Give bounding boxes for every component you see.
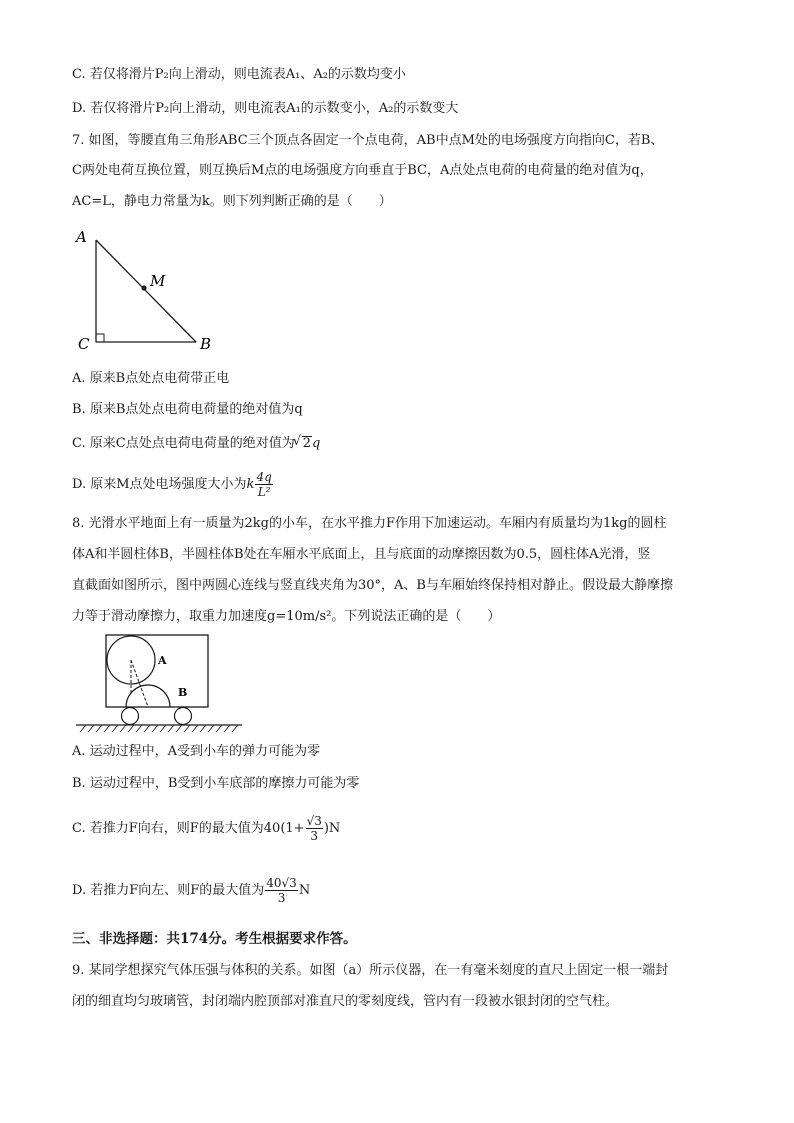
q8-stem-line4: 力等于滑动摩擦力，取重力加速度g=10m/s²。下列说法正确的是（ ） <box>72 609 501 624</box>
cart-body <box>106 635 208 707</box>
label-a: A <box>76 228 87 246</box>
q7-option-c-q: q <box>311 436 321 451</box>
q8-option-d-suffix: N <box>298 883 311 898</box>
q7-option-d-text: D. 原来M点处电场强度大小为 <box>72 477 247 492</box>
q7-option-a[interactable]: A. 原来B点处点电荷带正电 <box>72 371 230 386</box>
right-angle-mark <box>96 334 104 342</box>
q8-stem-line3: 直截面如图所示，图中两圆心连线与竖直线夹角为30°，A、B与车厢始终保持相对静止。假设最大静摩擦 <box>72 578 673 593</box>
label-a: A <box>158 654 167 667</box>
q8-option-a[interactable]: A. 运动过程中，A受到小车的弹力可能为零 <box>72 744 321 759</box>
label-c: C <box>78 335 90 353</box>
q6-option-d-label: D. <box>72 101 87 116</box>
q8-option-b[interactable]: B. 运动过程中，B受到小车底部的摩擦力可能为零 <box>72 776 360 791</box>
wheel-right <box>175 708 192 725</box>
q6-option-c-label: C. <box>72 67 86 82</box>
q9-stem-line1: 9. 某同学想探究气体压强与体积的关系。如图（a）所示仪器，在一有毫米刻度的直尺上固定一根一端封 <box>72 963 669 978</box>
fraction-denominator: 3 <box>277 891 286 905</box>
fraction-40sqrt3-over-3 <box>265 876 298 905</box>
q7-option-d[interactable] <box>72 470 274 500</box>
fraction-4q-over-l2 <box>255 470 272 499</box>
q8-option-c[interactable] <box>72 812 340 846</box>
q9-stem-line2: 闭的细直均匀玻璃管，封闭端内腔顶部对准直尺的零刻度线，管内有一段被水银封闭的空气柱。 <box>72 994 619 1009</box>
q6-option-c[interactable] <box>72 66 406 84</box>
point-m <box>141 285 146 290</box>
q7-option-b[interactable]: B. 原来B点处点电荷电荷量的绝对值为q <box>72 402 303 417</box>
q8-option-d-text: D. 若推力F向左、则F的最大值为 <box>72 883 265 898</box>
fraction-numerator: √3 <box>306 814 322 828</box>
half-cylinder-b <box>126 685 170 707</box>
q6-option-d[interactable] <box>72 100 458 118</box>
sqrt-2: √ 2 <box>302 436 312 451</box>
fraction-sqrt3-over-3 <box>306 814 323 843</box>
q8-option-c-suffix: )N <box>323 821 341 836</box>
q8-cart-figure <box>72 632 247 734</box>
wheel-left <box>122 708 139 725</box>
q7-option-c[interactable] <box>72 435 320 453</box>
label-m: M <box>150 272 166 290</box>
q6-option-c-text: 若仅将滑片P₂向上滑动，则电流表A₁、A₂的示数均变小 <box>89 67 406 82</box>
q7-stem-line3: AC=L，静电力常量为k。则下列判断正确的是（ ） <box>72 194 392 209</box>
fraction-numerator: 4q <box>256 470 272 484</box>
label-b: B <box>178 686 188 699</box>
q8-option-d[interactable] <box>72 874 310 908</box>
q8-option-c-text: C. 若推力F向右，则F的最大值为40(1+ <box>72 821 305 836</box>
section-3-title: 三、非选择题：共174分。考生根据要求作答。 <box>72 931 357 947</box>
ground-hatching <box>80 725 238 732</box>
fraction-numerator: 40√3 <box>266 876 297 890</box>
q7-option-d-k: k <box>246 477 255 492</box>
q8-stem-line2: 体A和半圆柱体B，半圆柱体B处在车厢水平底面上，且与底面的动摩擦因数为0.5，圆柱体A光滑，竖 <box>72 547 651 562</box>
fraction-denominator: L² <box>257 485 271 499</box>
q7-triangle-figure <box>70 222 220 357</box>
q8-stem-line1: 8. 光滑水平地面上有一质量为2kg的小车，在水平推力F作用下加速运动。车厢内有质量均为1kg的圆柱 <box>72 516 667 531</box>
side-ab <box>96 240 196 342</box>
label-b: B <box>200 335 212 353</box>
fraction-denominator: 3 <box>310 829 319 843</box>
q7-stem-line1: 7. 如图，等腰直角三角形ABC三个顶点各固定一个点电荷，AB中点M处的电场强度方向指向C，若B、 <box>72 133 664 148</box>
q7-stem-line2: C两处电荷互换位置，则互换后M点的电场强度方向垂直于BC，A点处点电荷的电荷量的绝对值为q， <box>72 163 653 178</box>
q7-option-c-text: C. 原来C点处点电荷电荷量的绝对值为 <box>72 436 295 451</box>
q6-option-d-text: 若仅将滑片P₂向上滑动，则电流表A₁的示数变小，A₂的示数变大 <box>90 101 459 116</box>
